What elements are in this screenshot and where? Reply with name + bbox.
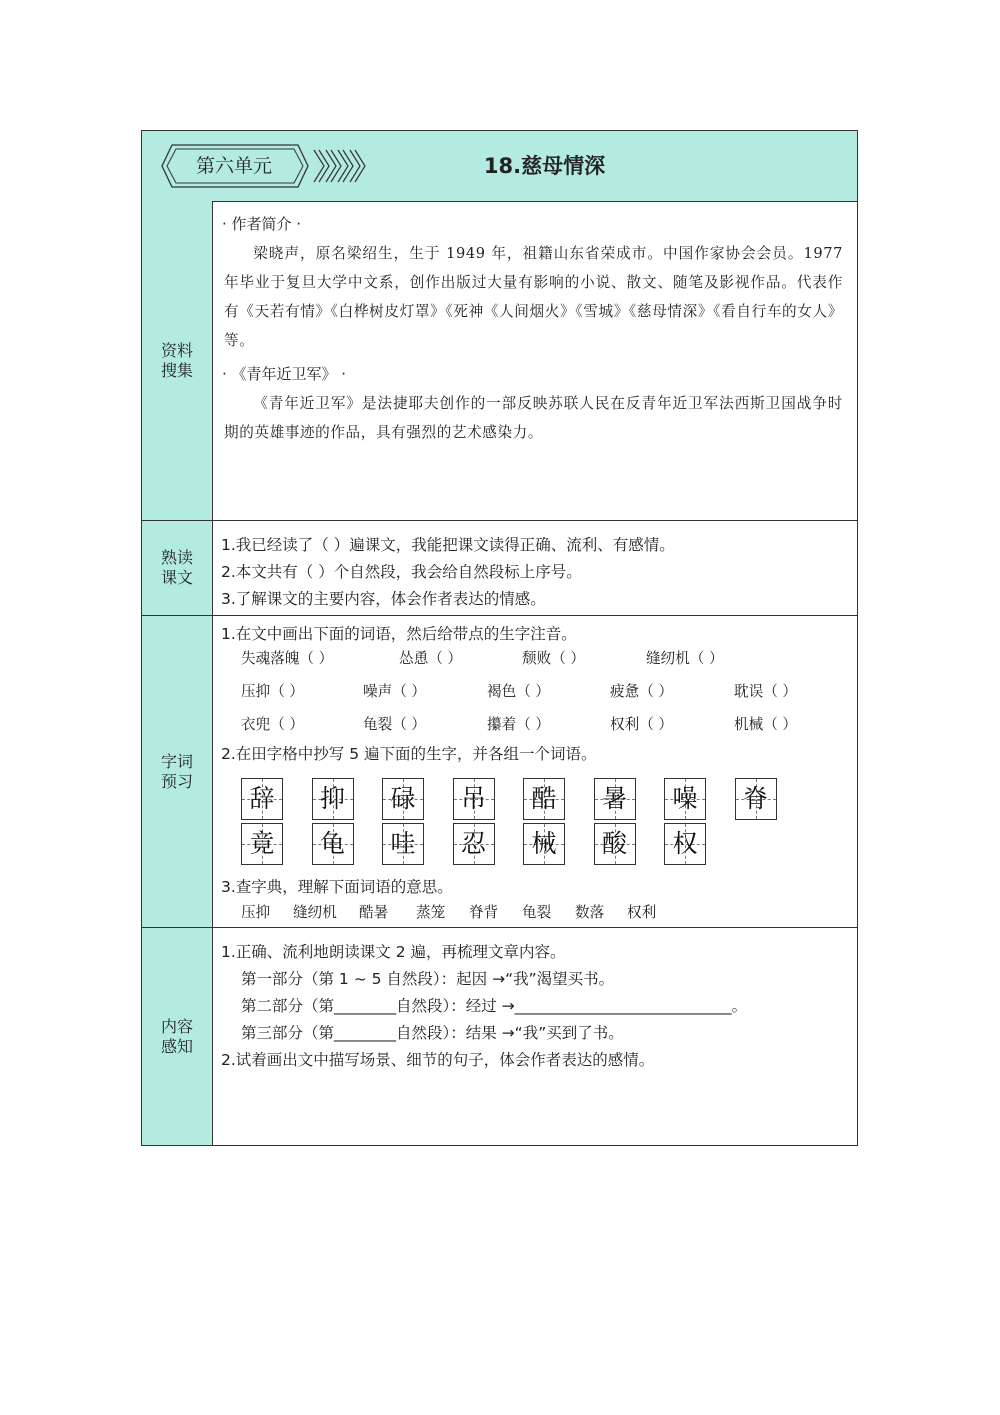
phonetic-word: 压抑（ ） (241, 683, 305, 700)
tianzige-box (594, 823, 636, 865)
phonetic-word: 怂恿（ ） (399, 650, 463, 667)
practice-character: 噪 (672, 784, 698, 813)
dict-word: 酷暑 (359, 904, 389, 921)
tianzige-box (523, 778, 565, 820)
materials-label: 资料搜集 (160, 340, 193, 380)
content-item-2: 2.试着画出文中描写场景、细节的句子，体会作者表达的感情。 (221, 1051, 655, 1069)
author-text: 梁晓声，原名梁绍生，生于 1949 年，祖籍山东省荣成市。中国作家协会会员。1977 年毕业于复旦大学中文系，创作出版过大量有影响的小说、散文、随笔及影视作品。代表作有《天若有情》《白桦树皮灯罩》《死神《人间烟火》《雪城》《慈母情深》《看自行车的女人》等。 (224, 245, 843, 349)
tianzige-box (664, 823, 706, 865)
content-part-2: 第二部分（第________自然段）：经过 →____________________________。 (241, 997, 748, 1015)
practice-character: 竟 (249, 829, 275, 858)
reading-item-3: 3.了解课文的主要内容，体会作者表达的情感。 (221, 590, 546, 608)
tianzige-box (453, 778, 495, 820)
practice-character: 忍 (460, 829, 486, 858)
dict-word: 龟裂 (522, 904, 552, 921)
practice-character: 酷 (531, 784, 557, 813)
dict-word: 权利 (627, 904, 657, 921)
reading-content (221, 521, 847, 615)
practice-character: 吊 (460, 784, 486, 813)
content-section (142, 928, 857, 1145)
dict-word: 数落 (575, 904, 605, 921)
practice-character: 龟 (319, 829, 345, 858)
phonetic-word: 机械（ ） (734, 716, 798, 733)
content-label: 内容感知 (160, 1016, 193, 1056)
phonetic-word: 权利（ ） (610, 716, 674, 733)
tianzige-box (241, 778, 283, 820)
author-heading: · 作者简介 · (222, 215, 302, 233)
practice-character: 暑 (601, 784, 627, 813)
vocab-content (221, 616, 847, 927)
phonetic-word: 颓败（ ） (522, 650, 586, 667)
tianzige-box (664, 778, 706, 820)
vocab-task-1: 1.在文中画出下面的词语，然后给带点的生字注音。 (221, 625, 577, 643)
vocab-section (142, 616, 857, 928)
phonetic-word: 噪声（ ） (363, 683, 427, 700)
vocab-task-2: 2.在田字格中抄写 5 遍下面的生字，并各组一个词语。 (221, 745, 597, 763)
materials-label-cell (142, 201, 213, 520)
materials-section (142, 201, 857, 521)
reading-section (142, 521, 857, 616)
tianzige-box (453, 823, 495, 865)
reading-item-1: 1.我已经读了（ ）遍课文，我能把课文读得正确、流利、有感情。 (221, 536, 675, 554)
tianzige-box (523, 823, 565, 865)
content-perception (221, 928, 847, 1145)
phonetic-word: 衣兜（ ） (241, 716, 305, 733)
tianzige-box (241, 823, 283, 865)
lesson-title: 18.慈母情深 (483, 154, 606, 178)
vocab-task-3: 3.查字典，理解下面词语的意思。 (221, 878, 453, 896)
tianzige-box (594, 778, 636, 820)
unit-label: 第六单元 (195, 155, 272, 177)
practice-character: 脊 (742, 784, 768, 813)
vocab-label: 字词预习 (160, 751, 193, 791)
dict-word: 缝纫机 (293, 904, 337, 921)
practice-character: 权 (672, 829, 698, 858)
content-label-cell (142, 928, 213, 1145)
content-part-1: 第一部分（第 1 ~ 5 自然段）：起因 →“我”渴望买书。 (241, 970, 615, 988)
worksheet (141, 130, 858, 1146)
reading-label: 熟读课文 (160, 548, 193, 587)
practice-character: 抑 (319, 784, 345, 813)
practice-character: 哇 (390, 829, 416, 858)
dict-word: 压抑 (241, 904, 271, 921)
tianzige-box (382, 778, 424, 820)
practice-character: 辞 (249, 784, 275, 813)
tianzige-box (735, 778, 777, 820)
phonetic-word: 褐色（ ） (487, 683, 551, 700)
phonetic-word: 缝纫机（ ） (646, 650, 724, 667)
book-text: 《青年近卫军》是法捷耶夫创作的一部反映苏联人民在反青年近卫军法西斯卫国战争时期的英雄事迹的作品，具有强烈的艺术感染力。 (224, 395, 843, 441)
phonetic-word: 攥着（ ） (487, 716, 551, 733)
practice-character: 碌 (390, 784, 416, 813)
tianzige-box (312, 778, 354, 820)
reading-item-2: 2.本文共有（ ）个自然段，我会给自然段标上序号。 (221, 563, 582, 581)
vocab-label-cell (142, 616, 213, 927)
content-item-1: 1.正确、流利地朗读课文 2 遍，再梳理文章内容。 (221, 943, 566, 961)
content-part-3: 第三部分（第________自然段）：结果 →“我”买到了书。 (241, 1024, 624, 1042)
header-bar (142, 131, 857, 202)
practice-character: 酸 (601, 829, 627, 858)
tianzige-box (312, 823, 354, 865)
tianzige-box (382, 823, 424, 865)
materials-content (222, 201, 847, 520)
practice-character: 械 (531, 829, 557, 858)
phonetic-word: 耽误（ ） (734, 683, 798, 700)
phonetic-word: 疲惫（ ） (610, 683, 674, 700)
book-heading: · 《青年近卫军》 · (222, 365, 347, 383)
reading-label-cell (142, 521, 213, 615)
dict-word: 蒸笼 (416, 904, 446, 921)
phonetic-word: 龟裂（ ） (363, 716, 427, 733)
dict-word: 脊背 (469, 904, 499, 921)
phonetic-word: 失魂落魄（ ） (241, 650, 334, 667)
